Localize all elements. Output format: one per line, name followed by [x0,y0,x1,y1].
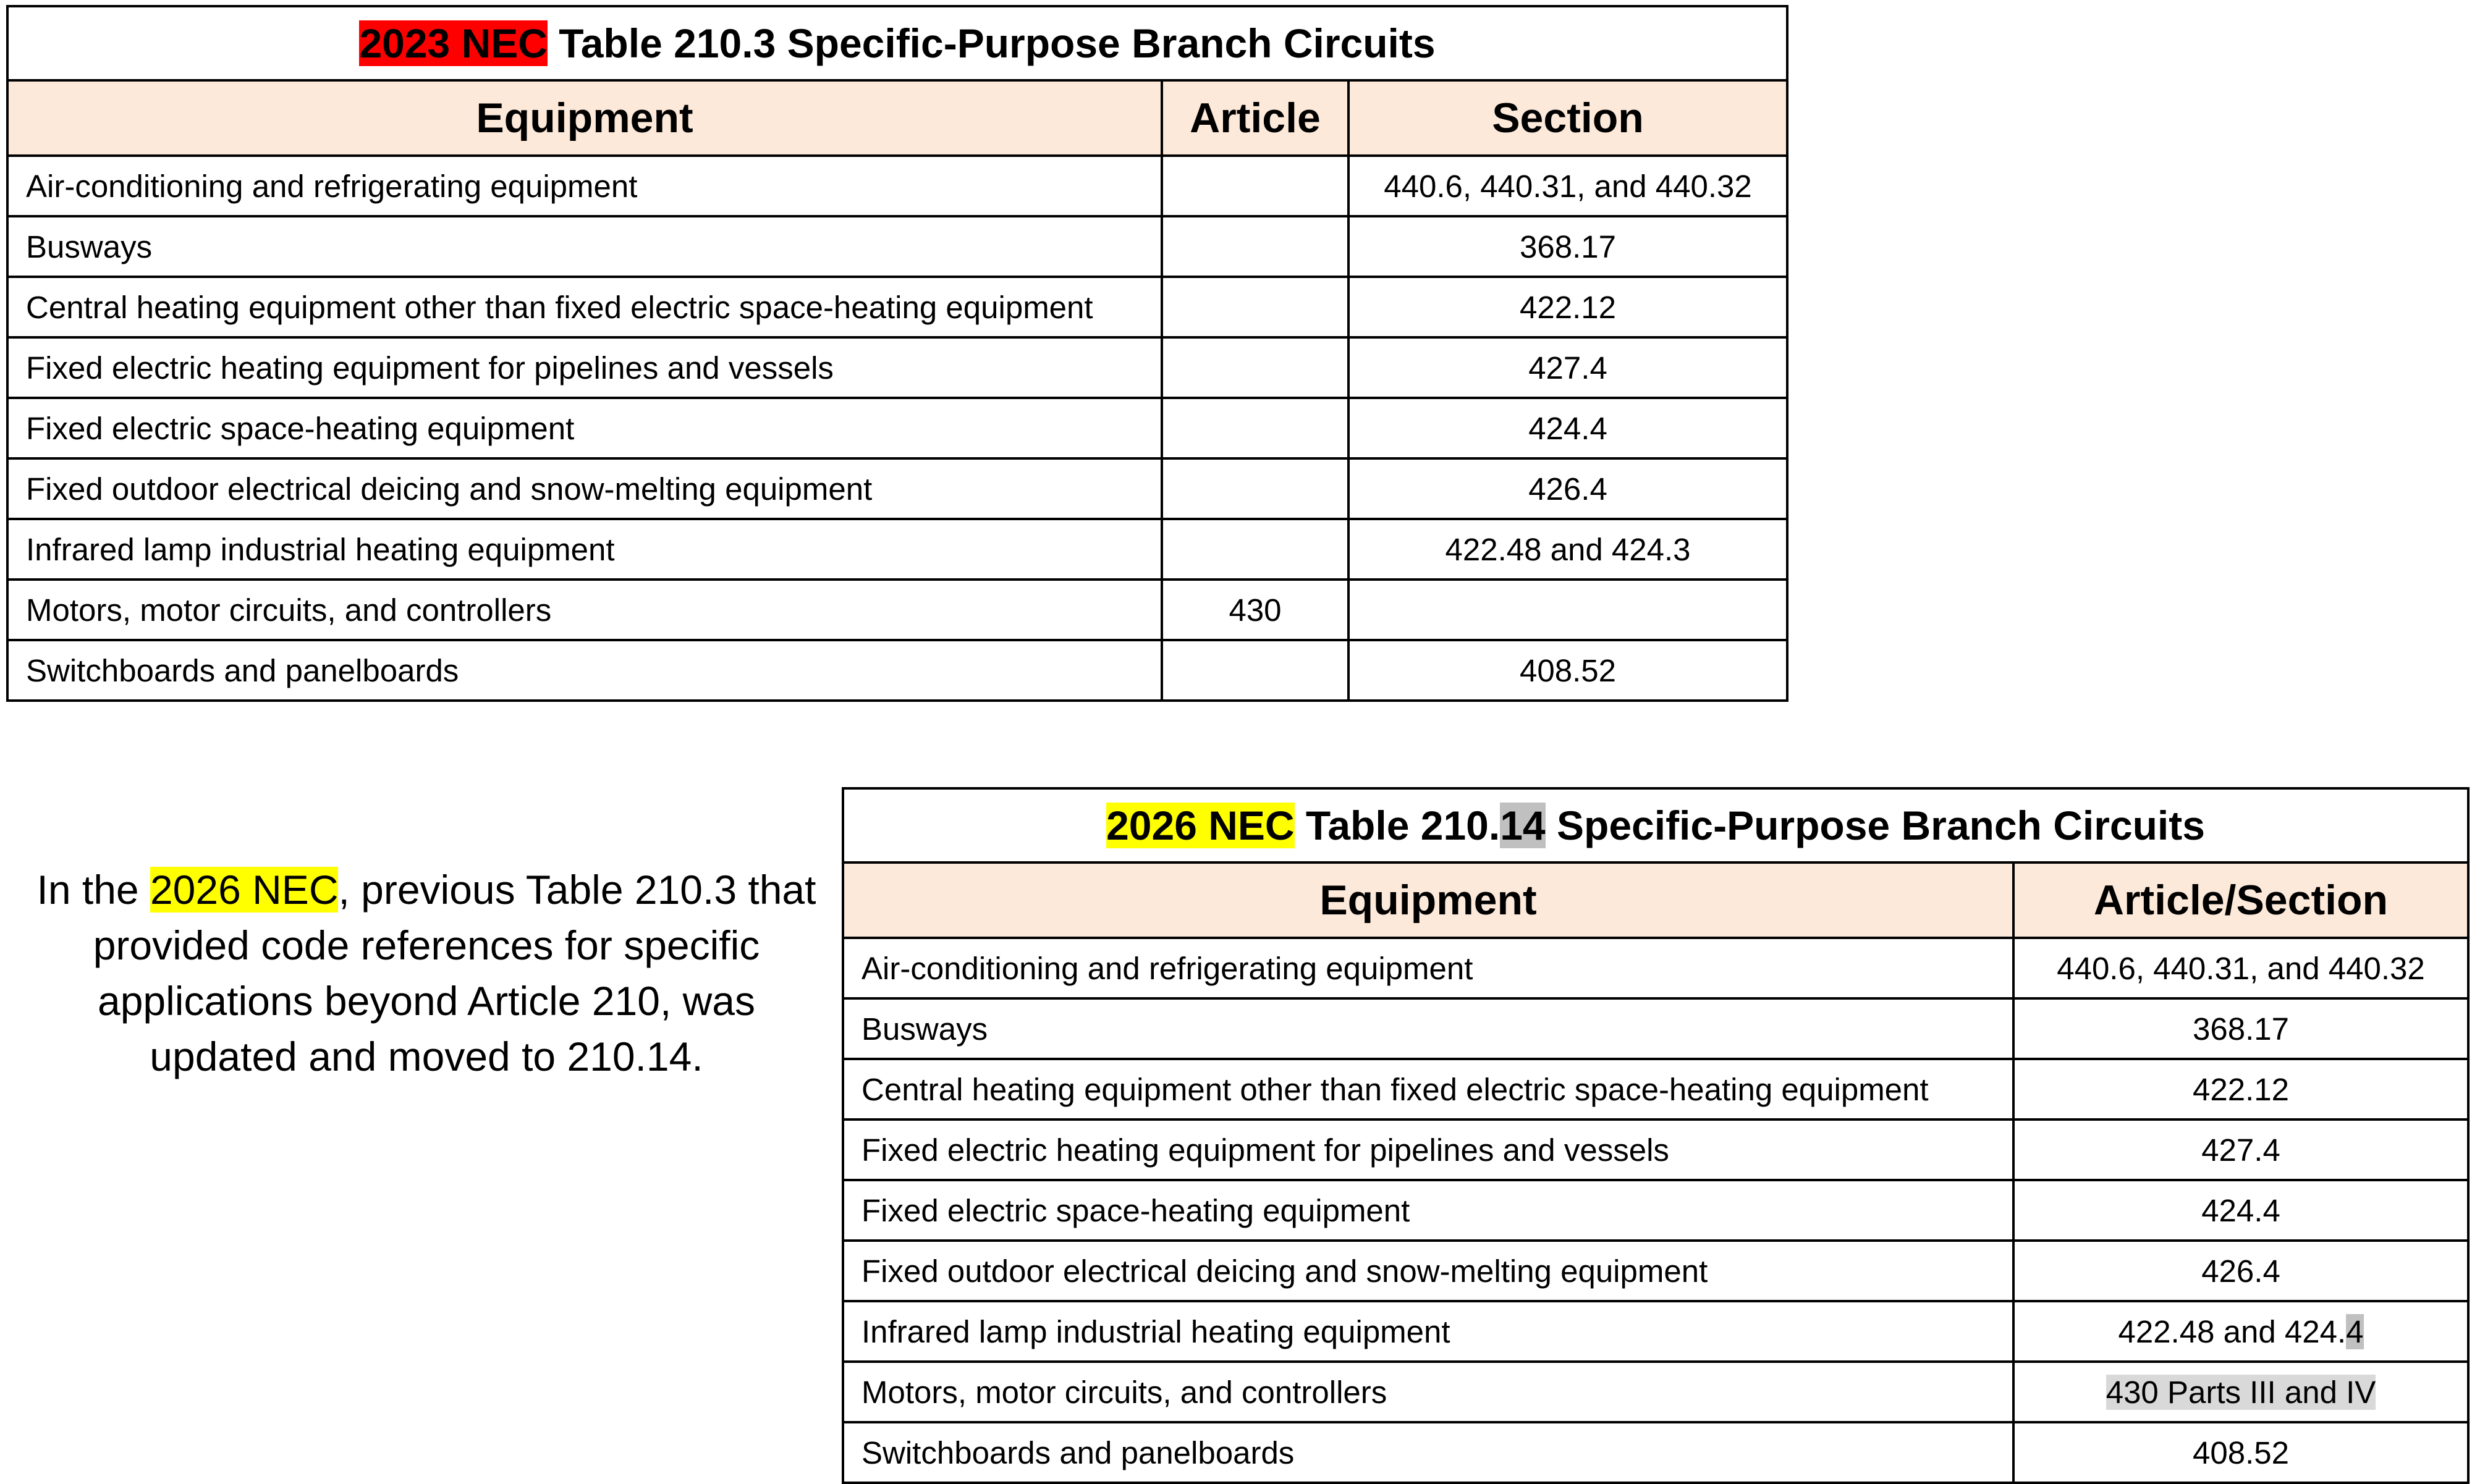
table-2026-title [843,788,2468,862]
table-row [7,458,1787,519]
equipment-cell: Central heating equipment other than fixed electric space-heating equipment [843,1059,2013,1119]
equipment-cell: Air-conditioning and refrigerating equipment [7,156,1162,216]
equipment-cell: Motors, motor circuits, and controllers [7,580,1162,640]
table-row [843,1119,2468,1180]
explanation-prefix: In the [36,867,150,913]
header-equipment: Equipment [7,80,1162,156]
ref-unchanged-text: 422.48 and 424. [2118,1313,2347,1349]
table-2023-title [7,6,1787,80]
table-2026-nec [842,787,2470,1484]
table-row [7,156,1787,216]
section-cell: 368.17 [1348,216,1787,277]
article-cell [1162,640,1348,701]
table-row [843,998,2468,1059]
article-cell [1162,216,1348,277]
article-cell [1162,519,1348,580]
table-row [843,1422,2468,1483]
title-2026-text: Table 210. [1294,803,1501,848]
table-row [843,1059,2468,1119]
title-2026-changed-number: 14 [1500,803,1546,848]
table-row [7,216,1787,277]
ref-changed-text: 430 Parts III and IV [2106,1374,2376,1410]
article-cell: 430 [1162,580,1348,640]
article-cell [1162,458,1348,519]
article-section-cell: 368.17 [2013,998,2468,1059]
table-row [7,337,1787,398]
article-cell [1162,398,1348,458]
explanation-suffix: , previous Table 210.3 that provided code references for specific applications beyond Article 210, was updated and moved to 210.14. [93,867,816,1079]
equipment-cell: Motors, motor circuits, and controllers [843,1362,2013,1422]
table-2023-nec [6,5,1788,702]
article-cell [1162,277,1348,337]
table-row [843,1362,2468,1422]
equipment-cell: Infrared lamp industrial heating equipment [7,519,1162,580]
article-section-cell: 408.52 [2013,1422,2468,1483]
article-cell [1162,156,1348,216]
header-equipment: Equipment [843,862,2013,938]
title-2023-text: Table 210.3 Specific-Purpose Branch Circuits [547,20,1436,66]
article-section-cell: 440.6, 440.31, and 440.32 [2013,938,2468,998]
equipment-cell: Fixed outdoor electrical deicing and snow-melting equipment [843,1241,2013,1301]
section-cell: 422.12 [1348,277,1787,337]
equipment-cell: Fixed electric heating equipment for pipelines and vessels [7,337,1162,398]
article-section-cell: 422.12 [2013,1059,2468,1119]
table-row [7,398,1787,458]
article-section-cell: 427.4 [2013,1119,2468,1180]
article-section-cell [2013,1362,2468,1422]
table-row [7,580,1787,640]
table-row [843,1301,2468,1362]
section-cell: 427.4 [1348,337,1787,398]
table-row [7,640,1787,701]
section-cell: 440.6, 440.31, and 440.32 [1348,156,1787,216]
article-section-cell [2013,1301,2468,1362]
article-section-cell: 424.4 [2013,1180,2468,1241]
header-section: Section [1348,80,1787,156]
explanation-2026-nec-highlight: 2026 NEC [150,867,339,913]
section-cell: 426.4 [1348,458,1787,519]
equipment-cell: Infrared lamp industrial heating equipment [843,1301,2013,1362]
article-cell [1162,337,1348,398]
table-row [7,519,1787,580]
section-cell: 424.4 [1348,398,1787,458]
table-row [843,1180,2468,1241]
title-2026-text-rest: Specific-Purpose Branch Circuits [1545,803,2205,848]
equipment-cell: Switchboards and panelboards [7,640,1162,701]
article-section-cell: 426.4 [2013,1241,2468,1301]
explanation-text [25,862,828,1084]
equipment-cell: Air-conditioning and refrigerating equipment [843,938,2013,998]
equipment-cell: Busways [7,216,1162,277]
equipment-cell: Central heating equipment other than fixed electric space-heating equipment [7,277,1162,337]
equipment-cell: Fixed outdoor electrical deicing and snow-melting equipment [7,458,1162,519]
table-row [843,938,2468,998]
equipment-cell: Switchboards and panelboards [843,1422,2013,1483]
section-cell: 422.48 and 424.3 [1348,519,1787,580]
section-cell [1348,580,1787,640]
header-article: Article [1162,80,1348,156]
table-row [843,1241,2468,1301]
equipment-cell: Busways [843,998,2013,1059]
equipment-cell: Fixed electric space-heating equipment [7,398,1162,458]
header-article-section: Article/Section [2013,862,2468,938]
section-cell: 408.52 [1348,640,1787,701]
title-2023-nec-highlight: 2023 NEC [359,20,548,66]
equipment-cell: Fixed electric space-heating equipment [843,1180,2013,1241]
equipment-cell: Fixed electric heating equipment for pipelines and vessels [843,1119,2013,1180]
title-2026-nec-highlight: 2026 NEC [1106,803,1295,848]
table-row [7,277,1787,337]
ref-changed-text: 4 [2346,1313,2364,1349]
